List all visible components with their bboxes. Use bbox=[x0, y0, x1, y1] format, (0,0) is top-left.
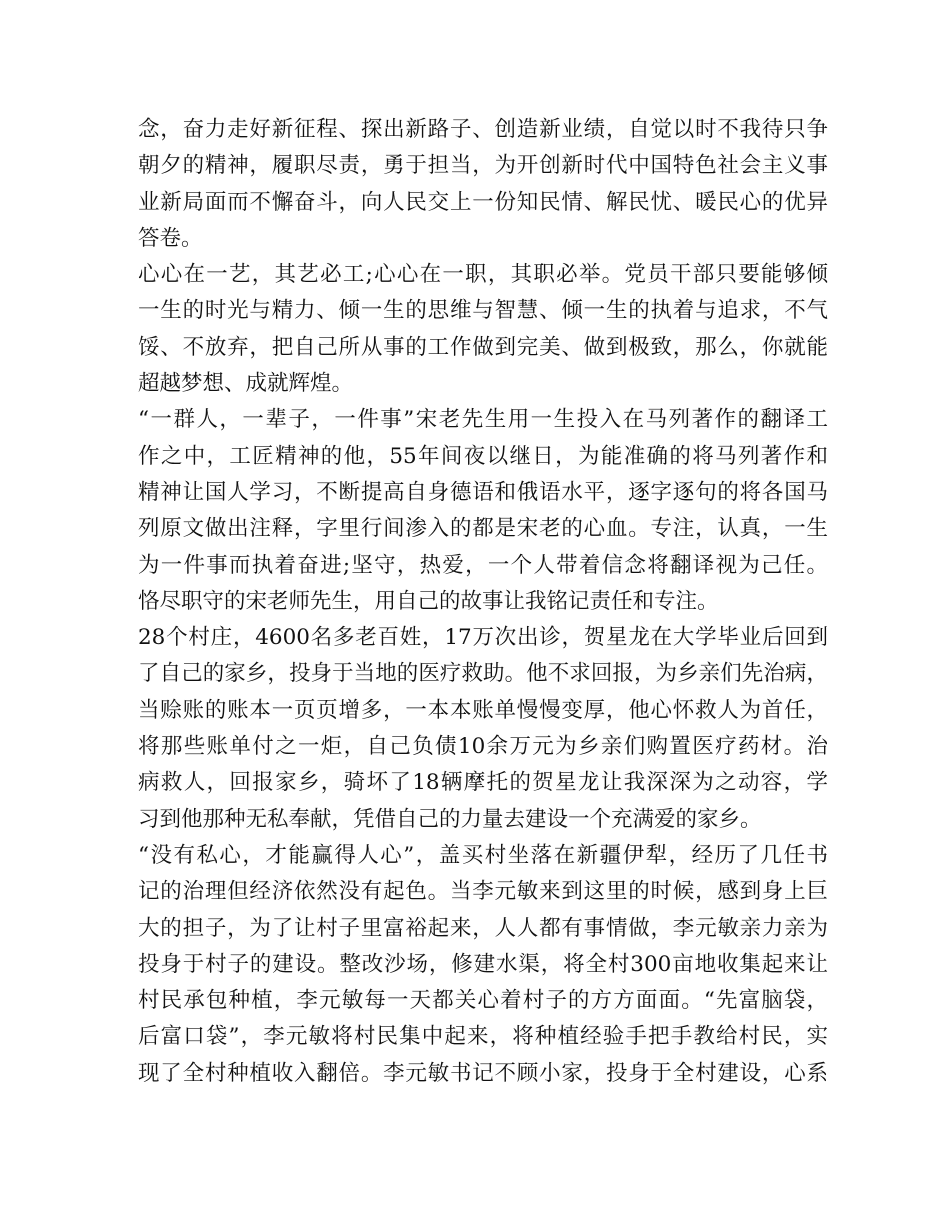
text-line: 习到他那种无私奉献，凭借自己的力量去建设一个充满爱的家乡。 bbox=[138, 806, 762, 832]
text-line: 超越梦想、成就辉煌。 bbox=[138, 371, 354, 397]
text-line: 投身于村子的建设。整改沙场，修建水渠，将全村300亩地收集起来让 bbox=[138, 951, 828, 977]
text-line: 当赊账的账本一页页增多，一本本账单慢慢变厚，他心怀救人为首任， bbox=[138, 697, 828, 723]
text-line: 村民承包种植，李元敏每一天都关心着村子的方方面面。“先富脑袋， bbox=[138, 988, 828, 1014]
text-line: 朝夕的精神，履职尽责，勇于担当，为开创新时代中国特色社会主义事 bbox=[138, 153, 828, 179]
text-line: 答卷。 bbox=[138, 225, 203, 251]
text-line: 将那些账单付之一炬，自己负债10余万元为乡亲们购置医疗药材。治 bbox=[138, 734, 828, 760]
text-line: 后富口袋”，李元敏将村民集中起来，将种植经验手把手教给村民，实 bbox=[138, 1024, 828, 1050]
text-line: 列原文做出注释，字里行间渗入的都是宋老的心血。专注，认真，一生 bbox=[138, 516, 828, 542]
text-line: 念，奋力走好新征程、探出新路子、创造新业绩，自觉以时不我待只争 bbox=[138, 117, 828, 142]
document-body bbox=[138, 112, 828, 1092]
text-line: 大的担子，为了让村子里富裕起来，人人都有事情做，李元敏亲力亲为 bbox=[138, 915, 828, 941]
text-line: 为一件事而执着奋进;坚守，热爱，一个人带着信念将翻译视为己任。 bbox=[138, 552, 828, 578]
text-line: 馁、不放弃，把自己所从事的工作做到完美、做到极致，那么，你就能 bbox=[138, 334, 828, 360]
text-line: “没有私心，才能赢得人心”，盖买村坐落在新疆伊犁，经历了几任书 bbox=[138, 842, 828, 868]
text-line: 现了全村种植收入翻倍。李元敏书记不顾小家，投身于全村建设，心系 bbox=[138, 1060, 828, 1086]
text-line: 一生的时光与精力、倾一生的思维与智慧、倾一生的执着与追求，不气 bbox=[138, 298, 828, 324]
text-line: 病救人，回报家乡，骑坏了18辆摩托的贺星龙让我深深为之动容，学 bbox=[138, 770, 828, 796]
text-line: 心心在一艺，其艺必工;心心在一职，其职必举。党员干部只要能够倾 bbox=[138, 262, 828, 288]
text-line: 28个村庄，4600名多老百姓，17万次出诊，贺星龙在大学毕业后回到 bbox=[138, 625, 828, 651]
text-line: 恪尽职守的宋老师先生，用自己的故事让我铭记责任和专注。 bbox=[138, 588, 719, 614]
text-line: 精神让国人学习，不断提高自身德语和俄语水平，逐字逐句的将各国马 bbox=[138, 479, 828, 505]
text-line: “一群人，一辈子，一件事”宋老先生用一生投入在马列著作的翻译工 bbox=[138, 407, 828, 433]
text-line: 记的治理但经济依然没有起色。当李元敏来到这里的时候，感到身上巨 bbox=[138, 879, 828, 905]
text-line: 业新局面而不懈奋斗，向人民交上一份知民情、解民忧、暖民心的优异 bbox=[138, 189, 828, 215]
text-line: 作之中，工匠精神的他，55年间夜以继日，为能准确的将马列著作和 bbox=[138, 443, 828, 469]
text-line: 了自己的家乡，投身于当地的医疗救助。他不求回报，为乡亲们先治病， bbox=[138, 661, 828, 687]
